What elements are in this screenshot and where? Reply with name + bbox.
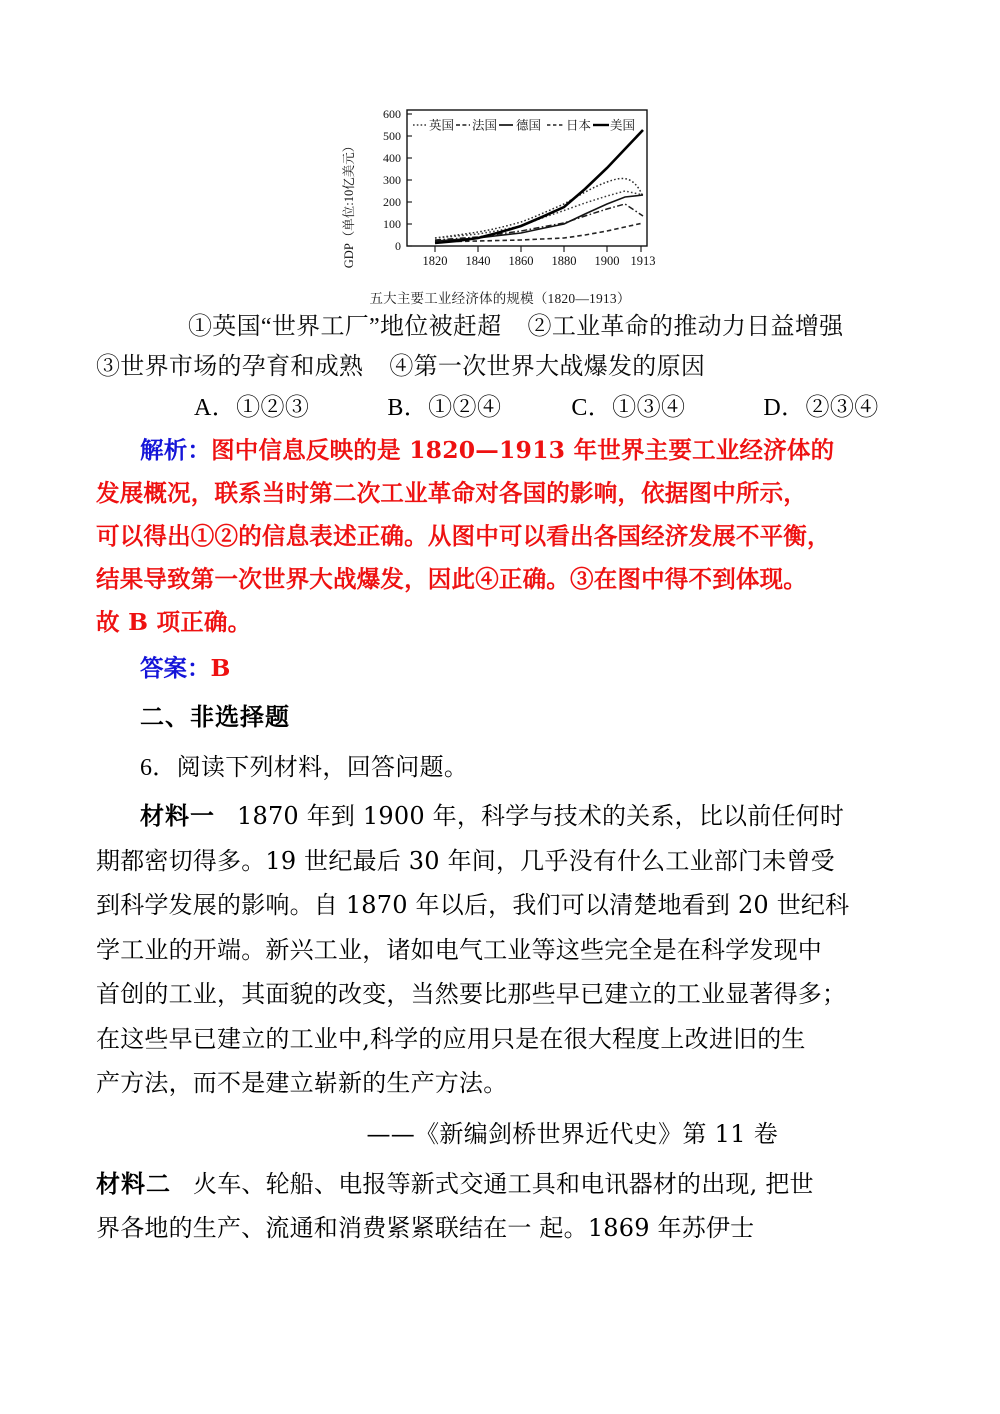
svg-text:1880: 1880 xyxy=(551,254,577,268)
chart-svg xyxy=(341,104,659,286)
legend-label-usa: 美国 xyxy=(610,118,636,133)
analysis-line-3: 可以得出①②的信息表述正确。从图中可以看出各国经济发展不平衡， xyxy=(96,522,831,550)
option-c[interactable]: C．①③④ xyxy=(571,395,686,421)
chart-legend xyxy=(413,118,635,133)
answer-options-row xyxy=(96,387,896,429)
legend-label-uk: 英国 xyxy=(429,118,455,133)
x-tick-labels xyxy=(423,254,656,268)
svg-text:400: 400 xyxy=(383,151,401,165)
analysis-label: 解析： xyxy=(140,436,212,464)
chart-plot-area xyxy=(341,104,659,286)
statement-row-1 xyxy=(96,307,896,347)
section-heading: 二、非选择题 xyxy=(140,703,290,731)
analysis-line-4: 结果导致第一次世界大战爆发，因此④正确。③在图中得不到体现。 xyxy=(96,565,807,593)
legend-label-germany: 德国 xyxy=(516,118,542,133)
y-ticks xyxy=(407,114,412,246)
material-one xyxy=(96,794,896,1106)
material-one-line-3: 到科学发展的影响。自 1870 年以后，我们可以清楚地看到 20 世纪科 xyxy=(96,891,850,919)
svg-text:1860: 1860 xyxy=(508,254,534,268)
material-two-line-2: 界各地的生产、流通和消费紧紧联结在一 起。1869 年苏伊士 xyxy=(96,1214,755,1242)
analysis-text-1: 图中信息反映的是 1820—1913 年世界主要工业经济体的 xyxy=(211,436,835,464)
material-one-line-7: 产方法，而不是建立崭新的生产方法。 xyxy=(96,1069,508,1097)
answer-block xyxy=(96,644,896,692)
statement-3: ③世界市场的孕育和成熟 xyxy=(96,354,364,380)
svg-text:1900: 1900 xyxy=(594,254,620,268)
material-one-line-4: 学工业的开端。新兴工业，诸如电气工业等这些完全是在科学发现中 xyxy=(96,935,822,964)
answer-label: 答案： xyxy=(140,654,211,682)
svg-text:1840: 1840 xyxy=(465,254,491,268)
figure-container xyxy=(0,0,1000,307)
statement-2: ②工业革命的推动力日益增强 xyxy=(527,314,844,340)
material-one-line-1: 1870 年到 1900 年，科学与技术的关系，比以前任何时 xyxy=(237,802,845,830)
analysis-line-1 xyxy=(96,429,896,472)
material-one-source: ——《新编剑桥世界近代史》第 11 卷 xyxy=(366,1119,778,1148)
material-two xyxy=(96,1162,896,1251)
document-body xyxy=(0,307,1000,1251)
svg-text:200: 200 xyxy=(383,195,401,209)
material-two-line-1: 火车、轮船、电报等新式交通工具和电讯器材的出现, 把世 xyxy=(193,1169,814,1198)
statement-1: ①英国“世界工厂”地位被赶超 xyxy=(188,314,502,340)
material-one-line-5: 首创的工业，其面貌的改变，当然要比那些早已建立的工业显著得多； xyxy=(96,980,847,1008)
material-one-line-6: 在这些早已建立的工业中,科学的应用只是在很大程度上改进旧的生 xyxy=(96,1024,806,1053)
x-ticks xyxy=(435,246,641,252)
svg-text:1820: 1820 xyxy=(422,254,448,268)
y-tick-labels xyxy=(383,107,401,253)
svg-text:0: 0 xyxy=(395,239,401,253)
series-line-usa xyxy=(435,130,643,243)
svg-text:500: 500 xyxy=(383,129,401,143)
question-6-number: 6．阅读下列材料，回答问题。 xyxy=(140,755,469,781)
analysis-line-5: 故 B 项正确。 xyxy=(96,608,252,636)
option-d[interactable]: D．②③④ xyxy=(763,395,879,421)
option-a[interactable]: A．①②③ xyxy=(194,395,310,421)
svg-text:300: 300 xyxy=(383,173,401,187)
svg-text:600: 600 xyxy=(383,107,401,121)
material-two-label: 材料二 xyxy=(96,1168,171,1198)
svg-text:100: 100 xyxy=(383,217,401,231)
statement-4: ④第一次世界大战爆发的原因 xyxy=(389,354,706,380)
option-b[interactable]: B．①②④ xyxy=(387,395,502,421)
svg-text:1913: 1913 xyxy=(630,254,656,268)
y-axis-label: GDP（单位:10亿美元） xyxy=(342,139,356,269)
gdp-line-chart xyxy=(341,104,659,307)
answer-value: B xyxy=(210,654,231,682)
analysis-line-2: 发展概况，联系当时第二次工业革命对各国的影响，依据图中所示， xyxy=(96,479,807,507)
legend-label-france: 法国 xyxy=(472,118,498,133)
figure-caption: 五大主要工业经济体的规模（1820—1913） xyxy=(369,291,631,306)
analysis-block xyxy=(96,429,896,644)
legend-label-japan: 日本 xyxy=(566,118,592,133)
statement-row-2 xyxy=(96,347,896,387)
material-one-line-2: 期都密切得多。19 世纪最后 30 年间，几乎没有什么工业部门未曾受 xyxy=(96,846,835,875)
material-one-label: 材料一 xyxy=(140,801,215,830)
